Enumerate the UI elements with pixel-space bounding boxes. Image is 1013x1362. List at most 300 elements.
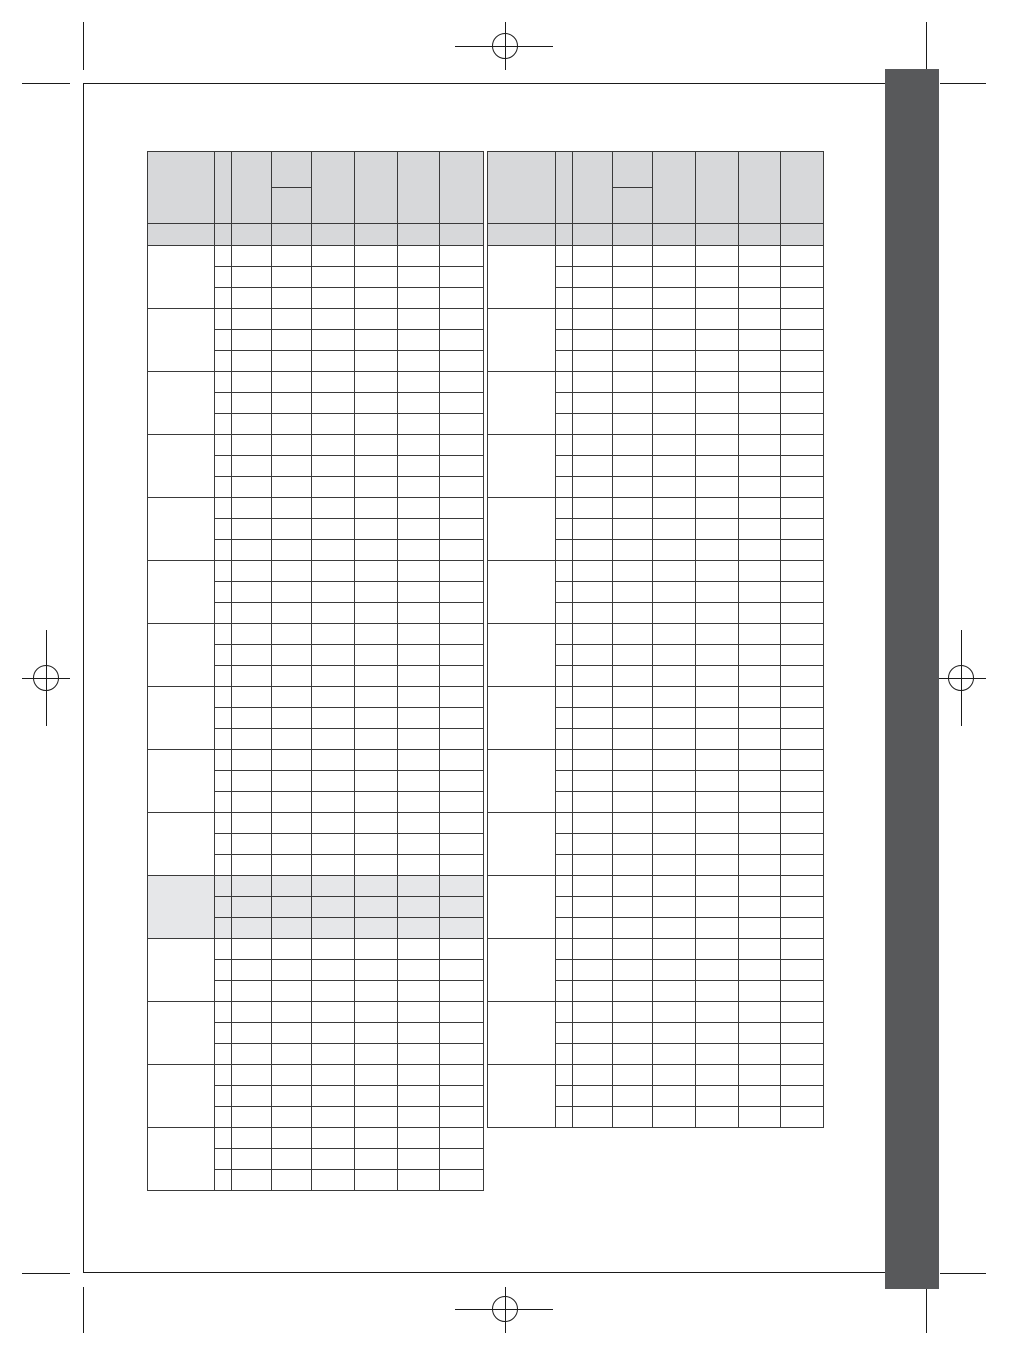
table-cell [556, 540, 573, 561]
table-cell [653, 1086, 695, 1107]
table-cell [556, 645, 573, 666]
table-cell [312, 582, 354, 603]
table-cell [573, 603, 613, 624]
table-cell [780, 750, 823, 771]
table-cell [272, 834, 312, 855]
table-cell [215, 498, 232, 519]
table-cell [215, 1149, 232, 1170]
table-cell [613, 897, 653, 918]
group-label-cell [148, 687, 215, 750]
table-cell [738, 414, 780, 435]
table-cell [613, 288, 653, 309]
table-cell [232, 834, 272, 855]
header-cell [272, 152, 312, 188]
table-cell [232, 456, 272, 477]
table-cell [613, 414, 653, 435]
table-cell [613, 498, 653, 519]
table-row [148, 498, 484, 519]
table-cell [738, 1065, 780, 1086]
table-cell [232, 1170, 272, 1191]
table-cell [613, 1044, 653, 1065]
table-cell [695, 393, 738, 414]
table-cell [215, 414, 232, 435]
table-cell [354, 435, 397, 456]
table-cell [397, 309, 439, 330]
crop-mark-bottom-left-v [83, 1287, 84, 1333]
table-cell [312, 267, 354, 288]
table-cell [272, 288, 312, 309]
table-cell [653, 393, 695, 414]
table-cell [397, 771, 439, 792]
table-row [148, 309, 484, 330]
table-cell [439, 771, 483, 792]
table-cell [312, 540, 354, 561]
header-cell [780, 152, 823, 224]
table-cell [653, 456, 695, 477]
table-cell [215, 1065, 232, 1086]
table-cell [354, 729, 397, 750]
table-cell [695, 267, 738, 288]
table-cell [215, 1044, 232, 1065]
header-cell [653, 152, 695, 224]
table-row [148, 372, 484, 393]
table-cell [439, 1086, 483, 1107]
table-cell [312, 1128, 354, 1149]
table-cell [215, 456, 232, 477]
table-cell [312, 1023, 354, 1044]
table-cell [439, 456, 483, 477]
table-cell [439, 582, 483, 603]
table-cell [272, 687, 312, 708]
table-cell [653, 603, 695, 624]
table-cell [738, 519, 780, 540]
table-cell [439, 960, 483, 981]
table-cell [354, 1128, 397, 1149]
table-cell [215, 981, 232, 1002]
table-cell [695, 729, 738, 750]
table-row [488, 687, 824, 708]
table-cell [556, 477, 573, 498]
table-cell [695, 309, 738, 330]
table-cell [780, 246, 823, 267]
table-cell [215, 813, 232, 834]
table-cell [312, 519, 354, 540]
table-cell [439, 876, 483, 897]
table-cell [439, 645, 483, 666]
table-cell [215, 750, 232, 771]
table-row [488, 309, 824, 330]
table-cell [573, 519, 613, 540]
table-cell [613, 624, 653, 645]
group-label-cell [488, 561, 556, 624]
table-cell [312, 876, 354, 897]
table-cell [312, 498, 354, 519]
table-cell [312, 855, 354, 876]
table-cell [312, 372, 354, 393]
table-cell [738, 1044, 780, 1065]
table-cell [573, 876, 613, 897]
table-cell [354, 981, 397, 1002]
table-cell [397, 393, 439, 414]
table-cell [272, 792, 312, 813]
header-subcell [613, 188, 653, 224]
table-cell [653, 288, 695, 309]
table-cell [573, 729, 613, 750]
table-cell [354, 939, 397, 960]
table-cell [556, 624, 573, 645]
table-cell [312, 456, 354, 477]
table-cell [232, 603, 272, 624]
table-cell [439, 750, 483, 771]
table-cell [695, 771, 738, 792]
table-cell [397, 456, 439, 477]
header-cell [573, 152, 613, 224]
table-cell [397, 267, 439, 288]
table-cell [780, 876, 823, 897]
table-cell [312, 414, 354, 435]
table-cell [232, 246, 272, 267]
table-row [148, 1065, 484, 1086]
table-cell [312, 1086, 354, 1107]
table-cell [397, 876, 439, 897]
table-cell [780, 498, 823, 519]
table-cell [272, 645, 312, 666]
table-cell [397, 1023, 439, 1044]
crop-mark-top-right-h [940, 83, 986, 84]
table-cell [397, 750, 439, 771]
table-cell [695, 540, 738, 561]
table-cell [695, 834, 738, 855]
group-label-cell [488, 1002, 556, 1065]
table-cell [653, 666, 695, 687]
table-cell [397, 582, 439, 603]
group-label-cell [148, 246, 215, 309]
table-cell [312, 960, 354, 981]
table-cell [695, 519, 738, 540]
group-label-cell [488, 309, 556, 372]
table-cell [556, 834, 573, 855]
table-cell [232, 792, 272, 813]
table-cell [354, 1002, 397, 1023]
table-cell [215, 939, 232, 960]
table-cell [354, 477, 397, 498]
table-cell [695, 1002, 738, 1023]
table-cell [215, 477, 232, 498]
table-cell [653, 708, 695, 729]
table-cell [272, 414, 312, 435]
table-cell [738, 267, 780, 288]
table-cell [653, 540, 695, 561]
table-cell [738, 939, 780, 960]
table-cell [232, 1128, 272, 1149]
table-cell [653, 624, 695, 645]
table-cell [272, 372, 312, 393]
table-cell [556, 939, 573, 960]
table-cell [272, 498, 312, 519]
table-cell [215, 540, 232, 561]
table-cell [780, 456, 823, 477]
table-cell [272, 624, 312, 645]
table-cell [613, 267, 653, 288]
table-cell [613, 351, 653, 372]
table-cell [312, 309, 354, 330]
table-cell [613, 372, 653, 393]
table-cell [738, 477, 780, 498]
table-cell [354, 561, 397, 582]
group-label-cell [148, 813, 215, 876]
subheader-cell [397, 224, 439, 246]
table-cell [573, 330, 613, 351]
table-cell [232, 1086, 272, 1107]
table-cell [573, 960, 613, 981]
table-cell [653, 1044, 695, 1065]
table-cell [613, 771, 653, 792]
table-cell [439, 708, 483, 729]
table-cell [695, 330, 738, 351]
table-cell [397, 813, 439, 834]
table-cell [439, 897, 483, 918]
table-cell [695, 1065, 738, 1086]
table-cell [653, 939, 695, 960]
table-cell [695, 792, 738, 813]
table-cell [556, 582, 573, 603]
table-cell [397, 603, 439, 624]
crop-mark-top-left-h [22, 83, 70, 84]
table-cell [215, 624, 232, 645]
table-cell [397, 414, 439, 435]
header-cell [613, 152, 653, 188]
table-cell [653, 960, 695, 981]
table-row [488, 498, 824, 519]
header-row [148, 152, 484, 188]
table-cell [272, 267, 312, 288]
table-cell [653, 309, 695, 330]
table-cell [312, 288, 354, 309]
table-cell [653, 1065, 695, 1086]
subheader-cell [312, 224, 354, 246]
table-cell [653, 246, 695, 267]
table-cell [354, 414, 397, 435]
group-label-cell [488, 372, 556, 435]
table-cell [613, 603, 653, 624]
table-cell [738, 561, 780, 582]
table-cell [780, 939, 823, 960]
table-cell [613, 792, 653, 813]
table-cell [695, 855, 738, 876]
table-cell [215, 855, 232, 876]
table-cell [272, 393, 312, 414]
table-cell [397, 834, 439, 855]
table-cell [215, 960, 232, 981]
table-cell [312, 792, 354, 813]
table-cell [232, 309, 272, 330]
table-cell [556, 855, 573, 876]
header-cell [397, 152, 439, 224]
table-cell [397, 960, 439, 981]
table-cell [397, 666, 439, 687]
table-cell [556, 876, 573, 897]
table-cell [354, 1086, 397, 1107]
table-cell [232, 519, 272, 540]
table-cell [780, 1023, 823, 1044]
table-cell [780, 645, 823, 666]
table-cell [556, 414, 573, 435]
table-cell [312, 393, 354, 414]
table-cell [354, 750, 397, 771]
group-label-cell [488, 1065, 556, 1128]
table-cell [232, 582, 272, 603]
table-cell [272, 309, 312, 330]
table-cell [556, 1086, 573, 1107]
table-cell [738, 393, 780, 414]
table-cell [272, 666, 312, 687]
group-label-cell [488, 813, 556, 876]
table-cell [397, 540, 439, 561]
table-cell [354, 666, 397, 687]
table-cell [738, 834, 780, 855]
table-cell [354, 519, 397, 540]
table-cell [653, 582, 695, 603]
table-cell [232, 687, 272, 708]
table-cell [556, 435, 573, 456]
table-cell [653, 372, 695, 393]
table-cell [439, 918, 483, 939]
table-cell [215, 1107, 232, 1128]
table-cell [397, 351, 439, 372]
table-cell [613, 309, 653, 330]
table-cell [232, 561, 272, 582]
subheader-cell [232, 224, 272, 246]
table-cell [215, 1170, 232, 1191]
table-cell [613, 813, 653, 834]
table-cell [780, 792, 823, 813]
table-cell [232, 372, 272, 393]
table-cell [215, 645, 232, 666]
table-cell [439, 666, 483, 687]
header-row [488, 152, 824, 188]
table-cell [695, 624, 738, 645]
table-cell [439, 309, 483, 330]
table-row [488, 372, 824, 393]
table-cell [312, 834, 354, 855]
table-cell [695, 666, 738, 687]
table-cell [780, 1065, 823, 1086]
table-cell [653, 981, 695, 1002]
table-cell [738, 288, 780, 309]
table-cell [354, 1044, 397, 1065]
table-cell [354, 540, 397, 561]
table-cell [653, 414, 695, 435]
table-cell [738, 645, 780, 666]
table-cell [738, 1086, 780, 1107]
table-cell [439, 372, 483, 393]
table-cell [272, 246, 312, 267]
table-cell [780, 477, 823, 498]
table-cell [272, 603, 312, 624]
table-cell [312, 435, 354, 456]
table-cell [272, 330, 312, 351]
table-cell [695, 414, 738, 435]
table-cell [272, 708, 312, 729]
side-tab [885, 69, 939, 1289]
table-cell [215, 372, 232, 393]
table-cell [573, 561, 613, 582]
table-cell [613, 918, 653, 939]
table-cell [232, 855, 272, 876]
table-cell [272, 918, 312, 939]
table-cell [439, 477, 483, 498]
table-cell [573, 981, 613, 1002]
table-cell [556, 813, 573, 834]
table-cell [573, 750, 613, 771]
table-cell [397, 939, 439, 960]
table-cell [653, 750, 695, 771]
table-cell [439, 834, 483, 855]
table-cell [780, 393, 823, 414]
table-cell [232, 960, 272, 981]
table-cell [232, 813, 272, 834]
table-cell [215, 519, 232, 540]
table-cell [232, 1107, 272, 1128]
table-cell [695, 351, 738, 372]
group-label-cell [488, 687, 556, 750]
table-cell [215, 918, 232, 939]
table-cell [312, 351, 354, 372]
table-cell [397, 498, 439, 519]
table-cell [695, 498, 738, 519]
table-row [488, 750, 824, 771]
table-cell [573, 813, 613, 834]
table-cell [653, 1107, 695, 1128]
table-cell [397, 1065, 439, 1086]
table-cell [397, 729, 439, 750]
table-cell [613, 246, 653, 267]
table-cell [573, 414, 613, 435]
table-cell [738, 372, 780, 393]
table-cell [232, 897, 272, 918]
table-cell [695, 897, 738, 918]
table-cell [397, 1086, 439, 1107]
table-cell [780, 351, 823, 372]
table-cell [556, 750, 573, 771]
table-row [488, 1065, 824, 1086]
table-cell [613, 1107, 653, 1128]
table-cell [397, 624, 439, 645]
table-cell [695, 750, 738, 771]
table-cell [613, 456, 653, 477]
table-cell [738, 813, 780, 834]
table-cell [232, 771, 272, 792]
table-cell [312, 1065, 354, 1086]
table-cell [573, 498, 613, 519]
table-cell [613, 750, 653, 771]
table-cell [439, 855, 483, 876]
table-cell [272, 351, 312, 372]
table-cell [272, 540, 312, 561]
table-cell [573, 624, 613, 645]
table-cell [573, 1065, 613, 1086]
table-row [148, 813, 484, 834]
table-cell [312, 645, 354, 666]
table-cell [780, 960, 823, 981]
table-cell [215, 897, 232, 918]
table-row [148, 750, 484, 771]
table-cell [439, 603, 483, 624]
table-cell [354, 687, 397, 708]
table-cell [312, 246, 354, 267]
table-cell [215, 330, 232, 351]
table-cell [397, 1170, 439, 1191]
